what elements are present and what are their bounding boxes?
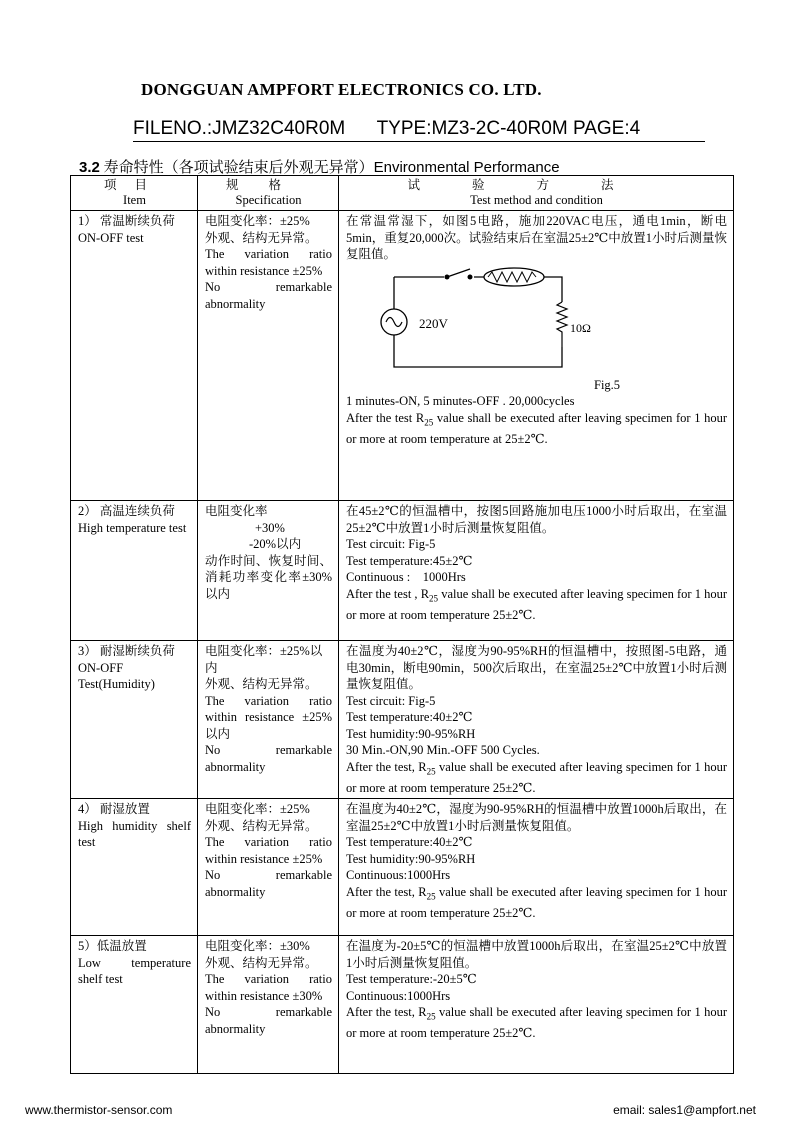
section-heading [79,156,560,177]
footer-email[interactable]: email: sales1@ampfort.net [613,1103,756,1117]
spec-cell: 电阻变化率：±25% 外观、结构无异常。 The variation ratio within resistance ±25% No remarkable abnormality [198,211,339,501]
item-cell: 4） 耐湿放置 High humidity shelf test [71,799,198,936]
table-row [71,501,734,641]
header-method: 试验方法 Test method and condition [339,176,734,211]
file-info-line [133,117,705,142]
test-circuit-diagram [374,267,591,377]
footer-website[interactable]: www.thermistor-sensor.com [25,1103,173,1117]
spec-cell: 电阻变化率 +30% -20%以内 动作时间、恢复时间、消耗功率变化率±30%以内 [198,501,339,641]
method-cell: 在温度为-20±5℃的恒温槽中放置1000h后取出，在室温25±2℃中放置1小时后测量恢复阻值。 Test temperature:-20±5℃ Continuous:1000Hrs After the test, $R_{25}$ value shall be executed after leaving specimen for 1 hour or more at room temperature 25±2℃. [339,936,734,1074]
table-row [71,211,734,501]
spec-cell: 电阻变化率：±25% 外观、结构无异常。 The variation ratio within resistance ±25% No remarkable abnormality [198,799,339,936]
resistor-icon [557,302,567,347]
header-item: 项目 Item [71,176,198,211]
method-cell: 在温度为40±2℃，湿度为90-95%RH的恒温槽中，按照图-5电路，通电30min，断电90min，500次后取出，在室温25±2℃中放置1小时后测量恢复阻值。 Test circuit: Fig-5 Test temperature:40±2℃ Test humidity:90-95%RH 30 Min.-ON,90 Min.-OFF 500 Cycles. After the test, $R_{25}$ value shall be executed after leaving specimen for 1 hour or more at room temperature 25±2℃. [339,641,734,799]
section-title-cn: 寿命特性（各项试验结束后外观无异常） [103,160,374,176]
item-cell: 3） 耐湿断续负荷 ON-OFF Test(Humidity) [71,641,198,799]
file-number: FILENO.:JMZ32C40R0M [133,118,346,139]
item-cell: 1） 常温断续负荷 ON-OFF test [71,211,198,501]
spec-cell: 电阻变化率：±30% 外观、结构无异常。 The variation ratio within resistance ±30% No remarkable abnormality [198,936,339,1074]
section-number: 3.2 [79,159,100,176]
figure-label: Fig.5 [594,377,621,392]
method-cell: 在45±2℃的恒温槽中，按图5回路施加电压1000小时后取出，在室温25±2℃中放置1小时后测量恢复阻值。 Test circuit: Fig-5 Test temperature:45±2℃ Continuous : 1000Hrs After the test , $R_{25}$ value shall be executed after leaving specimen for 1 hour or more at room temperature 25±2℃. [339,501,734,641]
table-row [71,936,734,1074]
switch-icon [447,269,470,277]
circuit-resistor-label: 10Ω [570,320,591,335]
method-cell: 在常温常湿下，如图5电路，施加220VAC电压，通电1min，断电5min，重复20,000次。试验结束后在室温25±2℃中放置1小时后测量恢复阻值。 220V 10Ω Fig.5 1 minutes-ON, 5 minutes-OFF . 20,000cycles After the test $R_{25}$ value shall be executed after leaving specimen for 1 hour or more at room temperature at 25±2℃. [339,211,734,501]
section-title-en: Environmental Performance [373,159,560,176]
method-cell: 在温度为40±2℃，湿度为90-95%RH的恒温槽中放置1000h后取出，在室温25±2℃中放置1小时后测量恢复阻值。 Test temperature:40±2℃ Test humidity:90-95%RH Continuous:1000Hrs After the test, $R_{25}$ value shall be executed after leaving specimen for 1 hour or more at room temperature 25±2℃. [339,799,734,936]
table-row [71,641,734,799]
table-header-row [71,176,734,211]
page-number: PAGE:4 [572,118,641,139]
circuit-voltage-label: 220V [419,315,448,331]
header-spec: 规格 Specification [198,176,339,211]
company-name: DONGGUAN AMPFORT ELECTRONICS CO. LTD. [141,80,542,99]
item-cell: 5）低温放置 Low temperature shelf test [71,936,198,1074]
spec-cell: 电阻变化率：±25%以内 外观、结构无异常。 The variation ratio within resistance ±25%以内 No remarkable abnormality [198,641,339,799]
table-row [71,799,734,936]
type-code: TYPE:MZ3-2C-40R0M [376,118,568,139]
environmental-performance-table [70,175,734,1074]
item-cell: 2） 高温连续负荷 High temperature test [71,501,198,641]
